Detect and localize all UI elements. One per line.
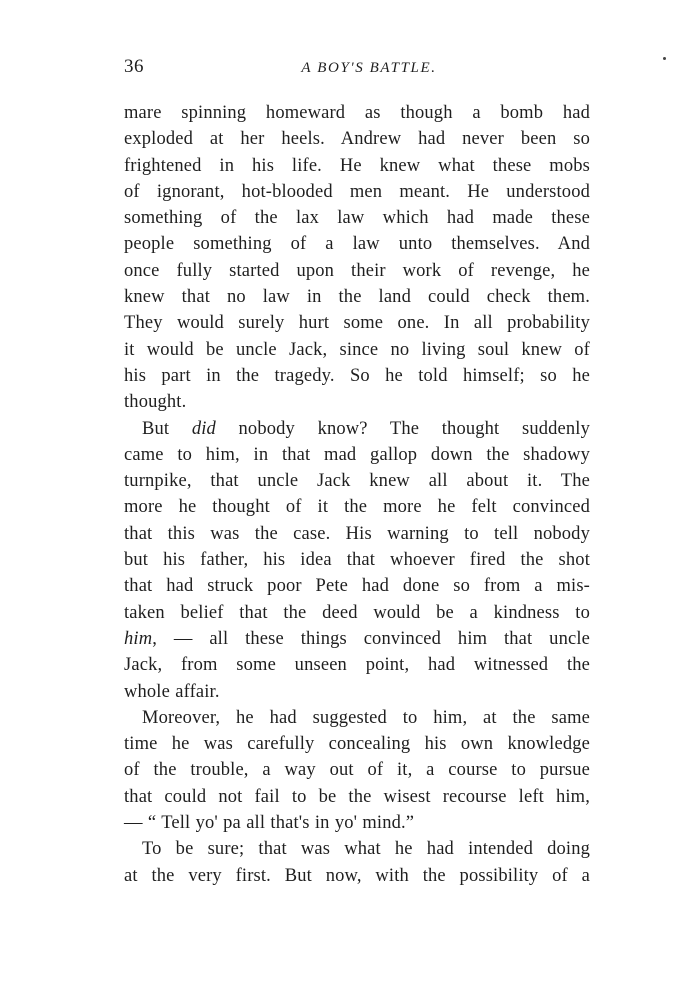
paragraph [124,100,590,416]
page-header [124,50,590,84]
text-line: frightened in his life. He knew what these mobs [124,155,590,176]
text-line: whole affair. [124,681,220,702]
text-line [124,626,590,652]
text-line: more he thought of it the more he felt convinced [124,497,590,518]
text-line: To be sure; that was what he had intended doing [142,839,590,860]
text-line: people something of a law unto themselves. And [124,234,590,255]
text-line: Moreover, he had suggested to him, at the same [142,707,590,728]
running-head: A BOY'S BATTLE. [301,60,437,76]
text-segment: , — all these things convinced him that uncle [152,628,590,649]
text-line: Jack, from some unseen point, had witnessed the [124,655,590,676]
text-line: — “ Tell yo' pa all that's in yo' mind.” [124,813,415,834]
text-line: at the very first. But now, with the possibility of a [124,865,590,886]
paragraph [124,836,590,889]
emphasis-text: him [124,628,153,649]
text-line: his part in the tragedy. So he told himself; so he [124,365,590,386]
text-line: turnpike, that uncle Jack knew all about it. The [124,471,590,492]
text-line: it would be uncle Jack, since no living soul knew of [124,339,590,360]
text-line: once fully started upon their work of revenge, he [124,260,590,281]
text-line: They would surely hurt some one. In all probability [124,313,590,334]
body-text [124,100,590,889]
text-line: taken belief that the deed would be a kindness to [124,602,590,623]
text-line: came to him, in that mad gallop down the shadowy [124,444,590,465]
text-line: but his father, his idea that whoever fired the shot [124,550,590,571]
text-line: that could not fail to be the wisest recourse left him, [124,786,590,807]
text-segment: But [142,418,192,439]
text-line: thought. [124,392,187,413]
text-line [124,416,590,442]
text-line: exploded at her heels. Andrew had never been so [124,129,590,150]
text-line: that this was the case. His warning to tell nobody [124,523,590,544]
paragraph [124,705,590,836]
paragraph [124,416,590,705]
text-line: time he was carefully concealing his own knowledge [124,734,590,755]
text-line: something of the lax law which had made these [124,208,590,229]
text-segment: nobody know? The thought suddenly [215,418,590,439]
margin-speck [663,57,666,60]
page-number: 36 [124,56,144,77]
emphasis-text: did [191,418,216,439]
text-line: of ignorant, hot-blooded men meant. He understood [124,181,590,202]
text-line: knew that no law in the land could check them. [124,287,590,308]
text-line: of the trouble, a way out of it, a course to pursue [124,760,590,781]
text-line: mare spinning homeward as though a bomb had [124,103,590,123]
text-line: that had struck poor Pete had done so from a mis- [124,576,590,597]
